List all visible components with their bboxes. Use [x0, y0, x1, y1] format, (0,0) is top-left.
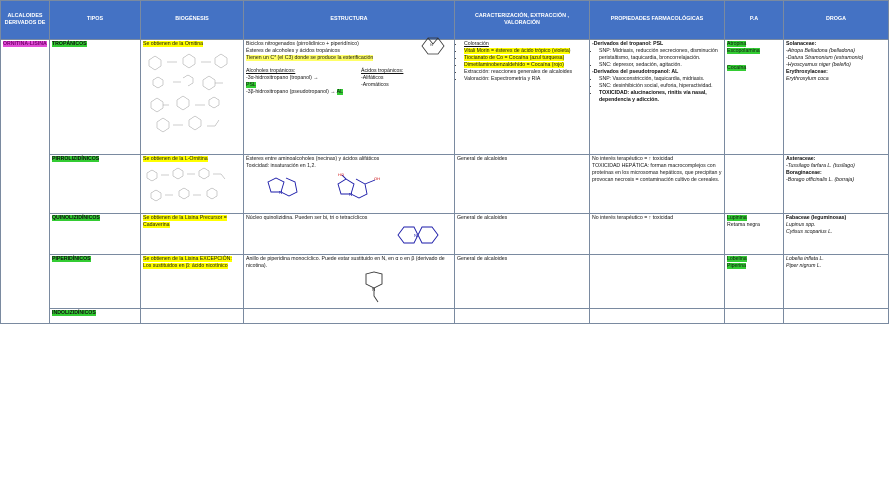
list-item: • Valoración: Espectrometría y RIA [464, 76, 587, 83]
pa-item: Cocaína [727, 65, 747, 72]
biogenesis-cell [141, 40, 244, 155]
biogenesis-text: Se obtienen de la Lisina Precursor = Cadaverina [143, 215, 227, 229]
svg-text:HO: HO [338, 172, 344, 178]
acido-1: -Alifáticos [361, 75, 384, 82]
biosynthesis-scheme-image [143, 50, 235, 140]
table-row [1, 214, 889, 255]
pyrrolizidine-structure-image [246, 172, 406, 204]
tipo-label: INDOLIZIDÍNICOS [52, 310, 96, 317]
svg-text:OH: OH [374, 176, 380, 182]
svg-text:N: N [349, 192, 353, 198]
estructura-columns [246, 68, 452, 96]
pa-cell [725, 214, 784, 255]
list-item: • Vitali Morin = ésteres de ácido trópico (violeta) [464, 48, 587, 55]
droga-item: -Borago officinalis L. (borraja) [786, 177, 855, 184]
list-item: • Extracción: reacciones generales de alcaloides [464, 69, 587, 76]
caracterizacion-cell [455, 255, 590, 309]
tipo-cell [50, 40, 141, 155]
droga-family: Boraginaceae: [786, 170, 822, 177]
propiedades-heading: -Derivados del pseudotropanol: AL [592, 69, 679, 76]
caracterizacion-text: General de alcaloides [457, 156, 508, 162]
alcohol-1: -3α-hidroxitropano (tropanol) → [246, 75, 319, 82]
svg-text:N: N [414, 233, 418, 239]
droga-item: Lupinus spp. [786, 222, 816, 229]
source-label: ORNITINA-LISINA [3, 41, 47, 47]
tipo-cell [50, 255, 141, 309]
header-pa: P.A [725, 1, 784, 40]
droga-cell [784, 255, 889, 309]
caracterizacion-list [457, 41, 587, 83]
tipo-label: PIRROLIZIDÍNICOS [52, 156, 100, 162]
list-item: • Dimetilaminobenzaldehído = Cocaína (rojo) [464, 62, 587, 69]
droga-family: Erythroxylaceae: [786, 69, 828, 76]
pa-item: Retama negra [727, 222, 760, 229]
propiedades-text: No interés terapéutico = ↑ toxicidad [592, 156, 674, 162]
table-row [1, 40, 889, 155]
pa-cell [725, 155, 784, 214]
biogenesis-cell [141, 214, 244, 255]
acidos-block [361, 68, 403, 96]
caracterizacion-cell [455, 214, 590, 255]
biogenesis-text: Se obtienen de la Ornitina [143, 41, 203, 47]
droga-family: Solanaceae: [786, 41, 817, 47]
droga-item: -Atropa Belladona (belladona) [786, 48, 855, 55]
svg-text:N: N [372, 287, 376, 293]
source-cell [1, 40, 50, 324]
tipo-label: QUINOLIZIDÍNICOS [52, 215, 100, 221]
header-alcaloides: ALCALOIDES DERIVADOS DE [1, 1, 50, 40]
droga-item: -Hyoscyamus niger (beleño) [786, 62, 851, 69]
propiedades-list [592, 76, 722, 104]
header-biogenesis: BIOGÉNESIS [141, 1, 244, 40]
piperidine-structure-image [354, 270, 394, 304]
biogenesis-text: Se obtienen de la L-Ornitina [143, 156, 208, 162]
acidos-title: Ácidos tropánicos: [361, 68, 404, 75]
acido-2: -Aromáticos [361, 82, 389, 89]
caracterizacion-cell [455, 309, 590, 324]
droga-item: Piper nigrum L. [786, 263, 822, 270]
caracterizacion-text: General de alcaloides [457, 256, 508, 262]
droga-cell [784, 309, 889, 324]
estructura-line: Toxicidad: insaturación en 1,2. [246, 163, 316, 170]
list-item: • SNP: Vasoconstricción, taquicardia, midriasis. [599, 76, 722, 83]
list-item: • Tiocianato de Co = Cocaína (azul turquesa) [464, 55, 587, 62]
pa-item: Lupinina [727, 215, 747, 221]
droga-cell [784, 40, 889, 155]
tipo-label: PIPERIDÍNICOS [52, 256, 91, 262]
estructura-line: Ésteres entre aminoalcoholes (necinas) y ácidos alifáticos [246, 156, 380, 162]
droga-cell [784, 155, 889, 214]
estructura-cell [244, 255, 455, 309]
pa-item: Piperina [727, 263, 747, 270]
droga-family: Fabaceae (leguminosas) [786, 215, 847, 221]
droga-item: Erythroxylum coca [786, 76, 829, 83]
propiedades-list [592, 48, 722, 69]
svg-text:N: N [279, 190, 283, 196]
alcoholes-block [246, 68, 343, 96]
alcohol-2: -3β-hidroxitropano (pseudotropanol) → AL [246, 89, 344, 96]
estructura-line-text: Tienen un C* (el C3) donde se produce la esterificación [246, 55, 374, 62]
propiedades-text: TOXICIDAD HEPÁTICA: forman macrocomplejos con proteínas en los microsomas hepáticos, que precipitan y provocan necrosis = contaminación cultivo de cereales. [592, 163, 722, 184]
propiedades-cell [590, 40, 725, 155]
pa-cell [725, 40, 784, 155]
tipo-cell [50, 309, 141, 324]
alcohol-1-tag: PSL [246, 82, 256, 89]
propiedades-cell [590, 214, 725, 255]
propiedades-cell [590, 309, 725, 324]
droga-family: Asteraceae: [786, 156, 816, 162]
table-row [1, 155, 889, 214]
list-item: • SNP: Midriasis, reducción secreciones, disminución peristaltismo, taquicardia, broncorrelajación. [599, 48, 722, 62]
propiedades-heading: -Derivados del tropanol: PSL [592, 41, 664, 47]
list-item: • SNC: depresor, sedación, agitación. [599, 62, 722, 69]
header-caracterizacion: CARACTERIZACIÓN, EXTRACCIÓN , VALORACIÓN [455, 1, 590, 40]
caracterizacion-cell [455, 155, 590, 214]
biogenesis-cell [141, 155, 244, 214]
estructura-cell [244, 309, 455, 324]
droga-item: -Tussilago farfara L. (tusílago) [786, 163, 855, 170]
table-row [1, 255, 889, 309]
tropane-structure-image [418, 32, 448, 58]
list-item: • SNC: desinhibición social, euforia, hiperactividad. [599, 83, 722, 90]
svg-text:N: N [430, 42, 433, 48]
estructura-cell [244, 214, 455, 255]
pa-item: Atropina [727, 41, 747, 47]
droga-cell [784, 214, 889, 255]
header-estructura: ESTRUCTURA [244, 1, 455, 40]
table-row [1, 309, 889, 324]
header-tipos: TIPOS [50, 1, 141, 40]
biogenesis-cell [141, 255, 244, 309]
header-droga: DROGA [784, 1, 889, 40]
tipo-cell [50, 214, 141, 255]
list-item: • TOXICIDAD: alucinaciones, rinitis vía nasal, dependencia y adicción. [599, 90, 722, 104]
header-propiedades: PROPIEDADES FARMACOLÓGICAS [590, 1, 725, 40]
biogenesis-cell [141, 309, 244, 324]
alcoholes-title: Alcoholes tropánicos: [246, 68, 296, 75]
pa-item: Lobelina [727, 256, 747, 262]
droga-item: Cytisus scoparius L. [786, 229, 833, 236]
pa-item: Escopolamina [727, 48, 760, 55]
estructura-line: Anillo de piperidina monocíclico. Puede estar sustituido en N, en α o en β (derivado de nicotina). [246, 256, 445, 270]
tipo-cell [50, 155, 141, 214]
estructura-line: Ésteres de alcoholes y ácidos tropánicos [246, 48, 341, 55]
estructura-line: Biciclos nitrogenados (pirrolidínico + piperidínico) [246, 41, 359, 47]
propiedades-cell [590, 255, 725, 309]
droga-item: -Datura Stramonium (estramonio) [786, 55, 864, 62]
pa-cell [725, 255, 784, 309]
droga-item: Lobelia inflata L. [786, 256, 824, 262]
estructura-cell [244, 40, 455, 155]
biosynthesis-scheme-image [143, 165, 235, 203]
caracterizacion-text: General de alcaloides [457, 215, 508, 221]
propiedades-text: No interés terapéutico = ↑ toxicidad [592, 215, 674, 221]
estructura-cell [244, 155, 455, 214]
caracterizacion-cell [455, 40, 590, 155]
tipo-label: TROPÁNICOS [52, 41, 87, 47]
estructura-line: Núcleo quinolizidina. Pueden ser bi, tri o tetracíclicos [246, 215, 368, 221]
list-item: • Coloración [464, 41, 587, 48]
pa-cell [725, 309, 784, 324]
quinolizidine-structure-image [392, 222, 442, 248]
biogenesis-text: Se obtienen de la Lisina EXCEPCIÓN: Los sustituidos en β: ácido nicotínico [143, 256, 232, 270]
propiedades-cell [590, 155, 725, 214]
